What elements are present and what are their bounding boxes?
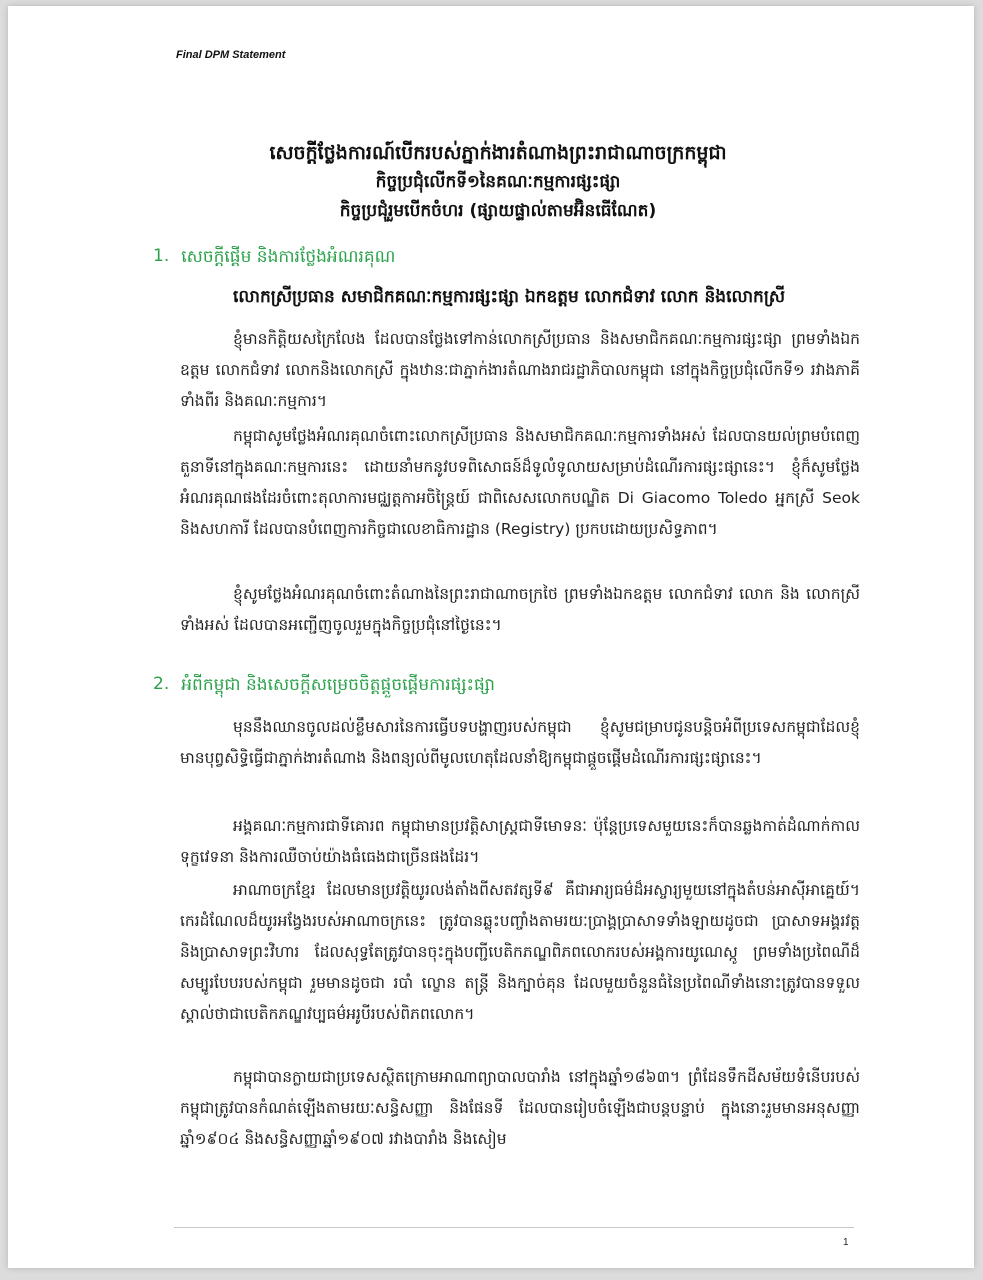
header-label: Final DPM Statement — [176, 49, 286, 61]
page-number: 1 — [843, 1237, 849, 1248]
paragraph-2-3: អាណាចក្រខ្មែរ ដែលមានប្រវត្តិយូរលង់តាំងពីសតវត្សទី៩ គឺជាអារ្យធម៌ដ៏អស្ចារ្យមួយនៅក្នុងតំបន់អាស៊ីអាគ្នេយ៍។ កេរដំណែលដ៏យូរអង្វែងរបស់អាណាចក្រនេះ ត្រូវបានឆ្លុះបញ្ចាំងតាមរយៈប្រាង្គប្រាសាទទាំងឡាយដូចជា ប្រាសាទអង្គរវត្ត និងប្រាសាទព្រះវិហារ ដែលសុទ្ធតែត្រូវបានចុះក្នុងបញ្ជីបេតិកភណ្ឌពិភពលោករបស់អង្គការយូណេស្កូ ព្រមទាំងប្រពៃណីដ៏សម្បូរបែបរបស់កម្ពុជា រួមមានដូចជា របាំ ល្ខោន តន្ត្រី និងក្បាច់គុន ដែលមួយចំនួនធំនៃប្រពៃណីទាំងនោះត្រូវបានទទួលស្គាល់ថាជាបេតិកភណ្ឌវប្បធម៌អរូបីរបស់ពិភពលោក។ — [180, 881, 860, 1023]
section-1-title: សេចក្តីផ្តើម និងការថ្លែងអំណរគុណ — [181, 247, 396, 267]
section-2-title: អំពីកម្ពុជា និងសេចក្តីសម្រេចចិត្តផ្តួចផ្តើមការផ្សះផ្សា — [181, 675, 496, 695]
title-line-2: កិច្ចប្រជុំលើកទី១នៃគណៈកម្មការផ្សះផ្សា — [375, 172, 621, 192]
document-title — [148, 139, 848, 226]
section-2-heading — [153, 674, 495, 699]
paragraph-2-2: អង្គគណៈកម្មការជាទីគោរព កម្ពុជាមានប្រវត្តិសាស្ត្រជាទីមោទនៈ ប៉ុន្តែប្រទេសមួយនេះក៏បានឆ្លងកាត់ដំណាក់កាលទុក្ខវេទនា និងការឈឺចាប់យ៉ាងធំធេងជាច្រើនផងដែរ។ — [180, 817, 860, 866]
paragraph-2-4: កម្ពុជាបានក្លាយជាប្រទេសស្ថិតក្រោមអាណាព្យាបាលបារាំង នៅក្នុងឆ្នាំ១៨៦៣។ ព្រំដែនទឹកដីសម័យទំនើបរបស់កម្ពុជាត្រូវបានកំណត់ឡើងតាមរយៈសន្ធិសញ្ញា និងផែនទី ដែលបានរៀបចំឡើងជាបន្តបន្ទាប់ ក្នុងនោះរួមមានអនុសញ្ញាឆ្នាំ១៩០៤ និងសន្ធិសញ្ញាឆ្នាំ១៩០៧ រវាងបារាំង និងសៀម — [180, 1068, 860, 1148]
paragraph-1-3: ខ្ញុំសូមថ្លែងអំណរគុណចំពោះតំណាងនៃព្រះរាជាណាចក្រថៃ ព្រមទាំងឯកឧត្តម លោកជំទាវ លោក និង លោកស្រីទាំងអស់ ដែលបានអញ្ជើញចូលរួមក្នុងកិច្ចប្រជុំនៅថ្ងៃនេះ។ — [180, 585, 860, 634]
document-page — [8, 6, 974, 1268]
salutation: លោកស្រីប្រធាន សមាជិកគណៈកម្មការផ្សះផ្សា ឯកឧត្តម លោកជំទាវ លោក និងលោកស្រី — [233, 287, 786, 307]
title-line-3: កិច្ចប្រជុំរួមបើកចំហរ (ផ្សាយផ្ទាល់តាមអ៊ិនធើណែត) — [339, 201, 657, 221]
title-line-1: សេចក្តីថ្លែងការណ៍បើករបស់ភ្នាក់ងារតំណាងព្រះរាជាណាចក្រកម្ពុជា — [269, 142, 727, 164]
section-1-heading — [153, 246, 395, 271]
paragraph-2-1: មុននឹងឈានចូលដល់ខ្លឹមសារនៃការធ្វើបទបង្ហាញរបស់កម្ពុជា ខ្ញុំសូមជម្រាបជូនបន្តិចអំពីប្រទេសកម្ពុជាដែលខ្ញុំមានបុព្វសិទ្ធិធ្វើជាភ្នាក់ងារតំណាង និងពន្យល់ពីមូលហេតុដែលនាំឱ្យកម្ពុជាផ្តួចផ្តើមដំណើរការផ្សះផ្សានេះ។ — [180, 718, 860, 767]
section-1-number: 1. — [153, 246, 170, 266]
paragraph-1-2: កម្ពុជាសូមថ្លែងអំណរគុណចំពោះលោកស្រីប្រធាន និងសមាជិកគណៈកម្មការទាំងអស់ ដែលបានយល់ព្រមបំពេញតួនាទីនៅក្នុងគណៈកម្មការនេះ ដោយនាំមកនូវបទពិសោធន៍ដ៏ទូលំទូលាយសម្រាប់ដំណើរការផ្សះផ្សានេះ។ ខ្ញុំក៏សូមថ្លែងអំណរគុណផងដែរចំពោះតុលាការមជ្ឈត្តកាអចិន្ត្រៃយ៍ ជាពិសេសលោកបណ្ឌិត Di Giacomo Toledo អ្នកស្រី Seok និងសហការី ដែលបានបំពេញការកិច្ចជាលេខាធិការដ្ឋាន (Registry) ប្រកបដោយប្រសិទ្ធភាព។ — [180, 427, 860, 538]
footer-divider — [174, 1227, 854, 1228]
paragraph-1-1: ខ្ញុំមានកិត្តិយសក្រៃលែង ដែលបានថ្លែងទៅកាន់លោកស្រីប្រធាន និងសមាជិកគណៈកម្មការផ្សះផ្សា ព្រមទាំងឯកឧត្តម លោកជំទាវ លោកនិងលោកស្រី ក្នុងឋានៈជាភ្នាក់ងារតំណាងរាជរដ្ឋាភិបាលកម្ពុជា នៅក្នុងកិច្ចប្រជុំលើកទី១ រវាងភាគីទាំងពីរ និងគណៈកម្មការ។ — [180, 330, 860, 410]
section-2-number: 2. — [153, 674, 170, 694]
